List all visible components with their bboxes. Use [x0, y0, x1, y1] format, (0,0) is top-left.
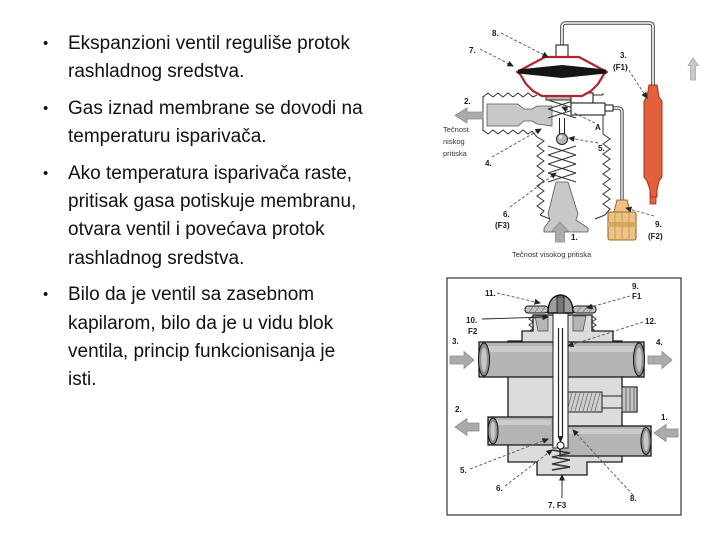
- bullet-text: [68, 30, 350, 87]
- expansion-valve-diagram: [440, 8, 720, 270]
- bullet-line: kapilarom, bilo da je u vidu blok: [68, 312, 334, 334]
- label-11: 11.: [485, 289, 496, 298]
- label-2: 2.: [455, 405, 462, 414]
- label-F1: (F1): [613, 63, 628, 72]
- bullet-marker: •: [43, 35, 49, 52]
- caption-low-pressure-3: pritiska: [443, 149, 467, 158]
- bullet-text: [68, 95, 363, 152]
- flow-up-arrow-bulb: [688, 58, 699, 80]
- label-1: 1.: [661, 413, 668, 422]
- bullet-line: Bilo da je ventil sa zasebnom: [68, 284, 315, 306]
- label-7: 7.: [469, 46, 476, 55]
- valve-ball: [557, 442, 564, 449]
- label-5: 5.: [460, 466, 467, 475]
- label-8: 8.: [492, 29, 499, 38]
- label-F2: (F2): [648, 232, 663, 241]
- sensing-bulb: [644, 85, 662, 197]
- label-9: 9.: [655, 220, 662, 229]
- bullet-list: [43, 30, 448, 403]
- caption-low-pressure-2: niskog: [443, 137, 465, 146]
- bullet-item-2: [43, 95, 448, 152]
- valve-ball: [557, 134, 568, 145]
- label-4: 4.: [656, 338, 663, 347]
- bullet-line: Ekspanzioni ventil reguliše protok: [68, 33, 350, 54]
- label-6: 6.: [503, 210, 510, 219]
- outlet-passage: [487, 104, 552, 126]
- bullet-marker: •: [43, 164, 49, 182]
- block-valve-diagram: [440, 270, 690, 522]
- bullet-line: Ako temperatura isparivača raste,: [68, 162, 353, 184]
- label-9: 9.: [632, 282, 639, 291]
- label-12: 12.: [645, 317, 657, 326]
- label-8: 8.: [630, 494, 637, 503]
- bullet-line: otvara ventil i povećava protok: [68, 219, 325, 241]
- label-F2: F2: [468, 327, 478, 336]
- label-4: 4.: [485, 159, 492, 168]
- bullet-line: Gas iznad membrane se dovodi na: [68, 97, 363, 119]
- bullet-item-3: [43, 160, 448, 274]
- bullet-line: rashladnog sredstva.: [68, 61, 245, 83]
- bullet-item-1: [43, 30, 448, 87]
- bullet-line: isti.: [68, 369, 97, 391]
- label-A: A: [595, 123, 601, 132]
- label-5: 5.: [598, 144, 605, 153]
- label-3: 3.: [452, 337, 459, 346]
- caption-high-pressure: Tečnost visokog pritiska: [512, 250, 592, 259]
- bullet-marker: •: [43, 286, 49, 304]
- label-1: 1.: [571, 233, 578, 242]
- caption-low-pressure-1: Tečnost: [443, 125, 469, 134]
- label-F1: F1: [632, 292, 642, 301]
- label-3: 3.: [620, 51, 627, 60]
- lower-left-pipe: [488, 417, 553, 445]
- bullet-line: rashladnog sredstva.: [68, 247, 245, 269]
- label-10: 10.: [466, 316, 478, 325]
- bullet-line: temperaturu isparivača.: [68, 126, 267, 148]
- bullet-line: pritisak gasa potiskuje membranu,: [68, 191, 357, 213]
- bulb-tail: [650, 197, 656, 204]
- diaphragm-housing: [517, 45, 607, 96]
- label-2: 2.: [464, 97, 471, 106]
- flow-out-arrow: [455, 108, 483, 123]
- equalizer-capillary: [610, 108, 622, 200]
- label-7-F3: 7. F3: [548, 501, 567, 510]
- label-6: 6.: [496, 484, 503, 493]
- brass-nut: [608, 200, 636, 240]
- bullet-text: [68, 160, 356, 274]
- bullet-line: ventila, princip funkcionisanja je: [68, 341, 336, 363]
- valve-pin-assembly: [552, 313, 570, 470]
- bullet-marker: •: [43, 99, 49, 117]
- label-F3: (F3): [495, 221, 510, 230]
- bullet-item-4: [43, 281, 448, 395]
- bullet-text: [68, 281, 335, 395]
